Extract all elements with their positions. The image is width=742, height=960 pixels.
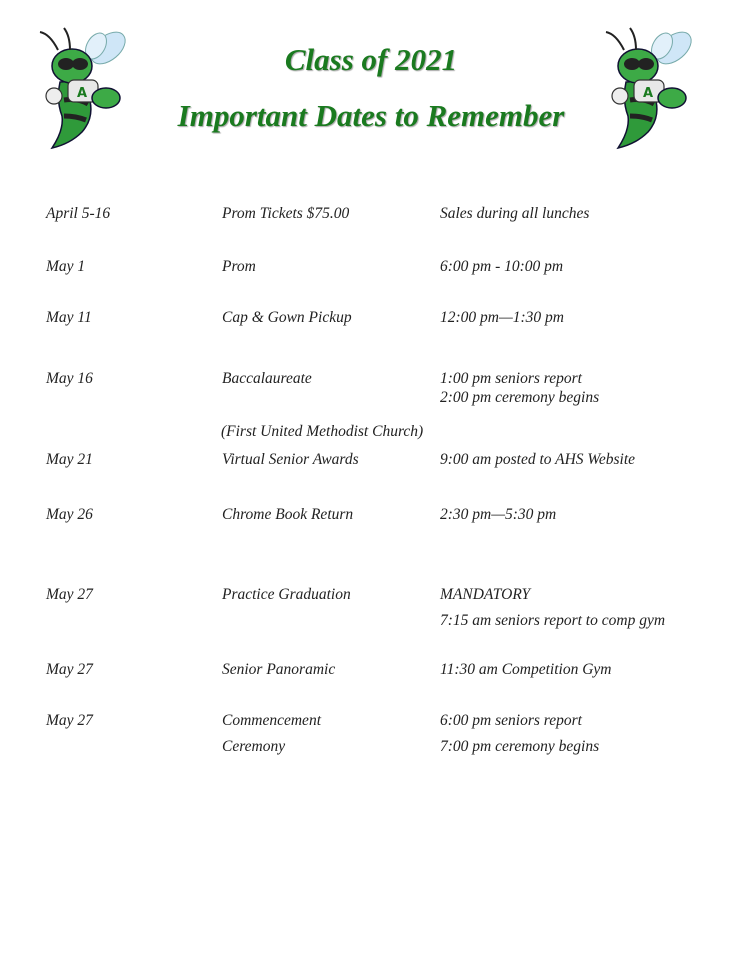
event-date: May 11 <box>46 309 92 326</box>
event-name: Prom <box>222 258 256 275</box>
event-name: Chrome Book Return <box>222 506 354 523</box>
svg-text:A: A <box>77 86 88 101</box>
event-name: Baccalaureate <box>222 370 312 387</box>
event-detail: 9:00 am posted to AHS Website <box>440 451 636 468</box>
svg-text:A: A <box>643 86 654 101</box>
event-name: Ceremony <box>222 738 286 755</box>
event-name: Virtual Senior Awards <box>222 451 359 468</box>
event-detail: 6:00 pm - 10:00 pm <box>440 258 564 275</box>
event-detail: 6:00 pm seniors report <box>440 712 582 729</box>
event-name: Cap & Gown Pickup <box>222 309 352 326</box>
event-detail: MANDATORY <box>440 586 531 603</box>
event-name: Practice Graduation <box>222 586 351 603</box>
event-date: May 26 <box>46 506 93 523</box>
event-date: May 27 <box>46 586 93 603</box>
event-detail: 12:00 pm—1:30 pm <box>440 309 564 326</box>
event-detail: 1:00 pm seniors report <box>440 370 582 387</box>
event-date: May 21 <box>46 451 93 468</box>
event-note: (First United Methodist Church) <box>221 422 424 440</box>
event-detail: 7:00 pm ceremony begins <box>440 738 600 755</box>
event-detail: 11:30 am Competition Gym <box>440 661 612 678</box>
event-date: May 27 <box>46 712 93 729</box>
event-detail: Sales during all lunches <box>440 205 590 222</box>
page-title: Class of 2021 <box>284 42 458 77</box>
event-name: Commencement <box>222 712 321 729</box>
event-detail: 7:15 am seniors report to comp gym <box>440 612 666 629</box>
event-date: April 5-16 <box>46 205 111 222</box>
event-name: Prom Tickets $75.00 <box>222 205 350 222</box>
event-name: Senior Panoramic <box>222 661 336 678</box>
event-detail: 2:00 pm ceremony begins <box>440 389 600 406</box>
event-date: May 27 <box>46 661 93 678</box>
page-subtitle: Important Dates to Remember <box>177 98 565 133</box>
event-detail: 2:30 pm—5:30 pm <box>440 506 557 523</box>
event-date: May 16 <box>46 370 93 387</box>
event-date: May 1 <box>46 258 86 275</box>
